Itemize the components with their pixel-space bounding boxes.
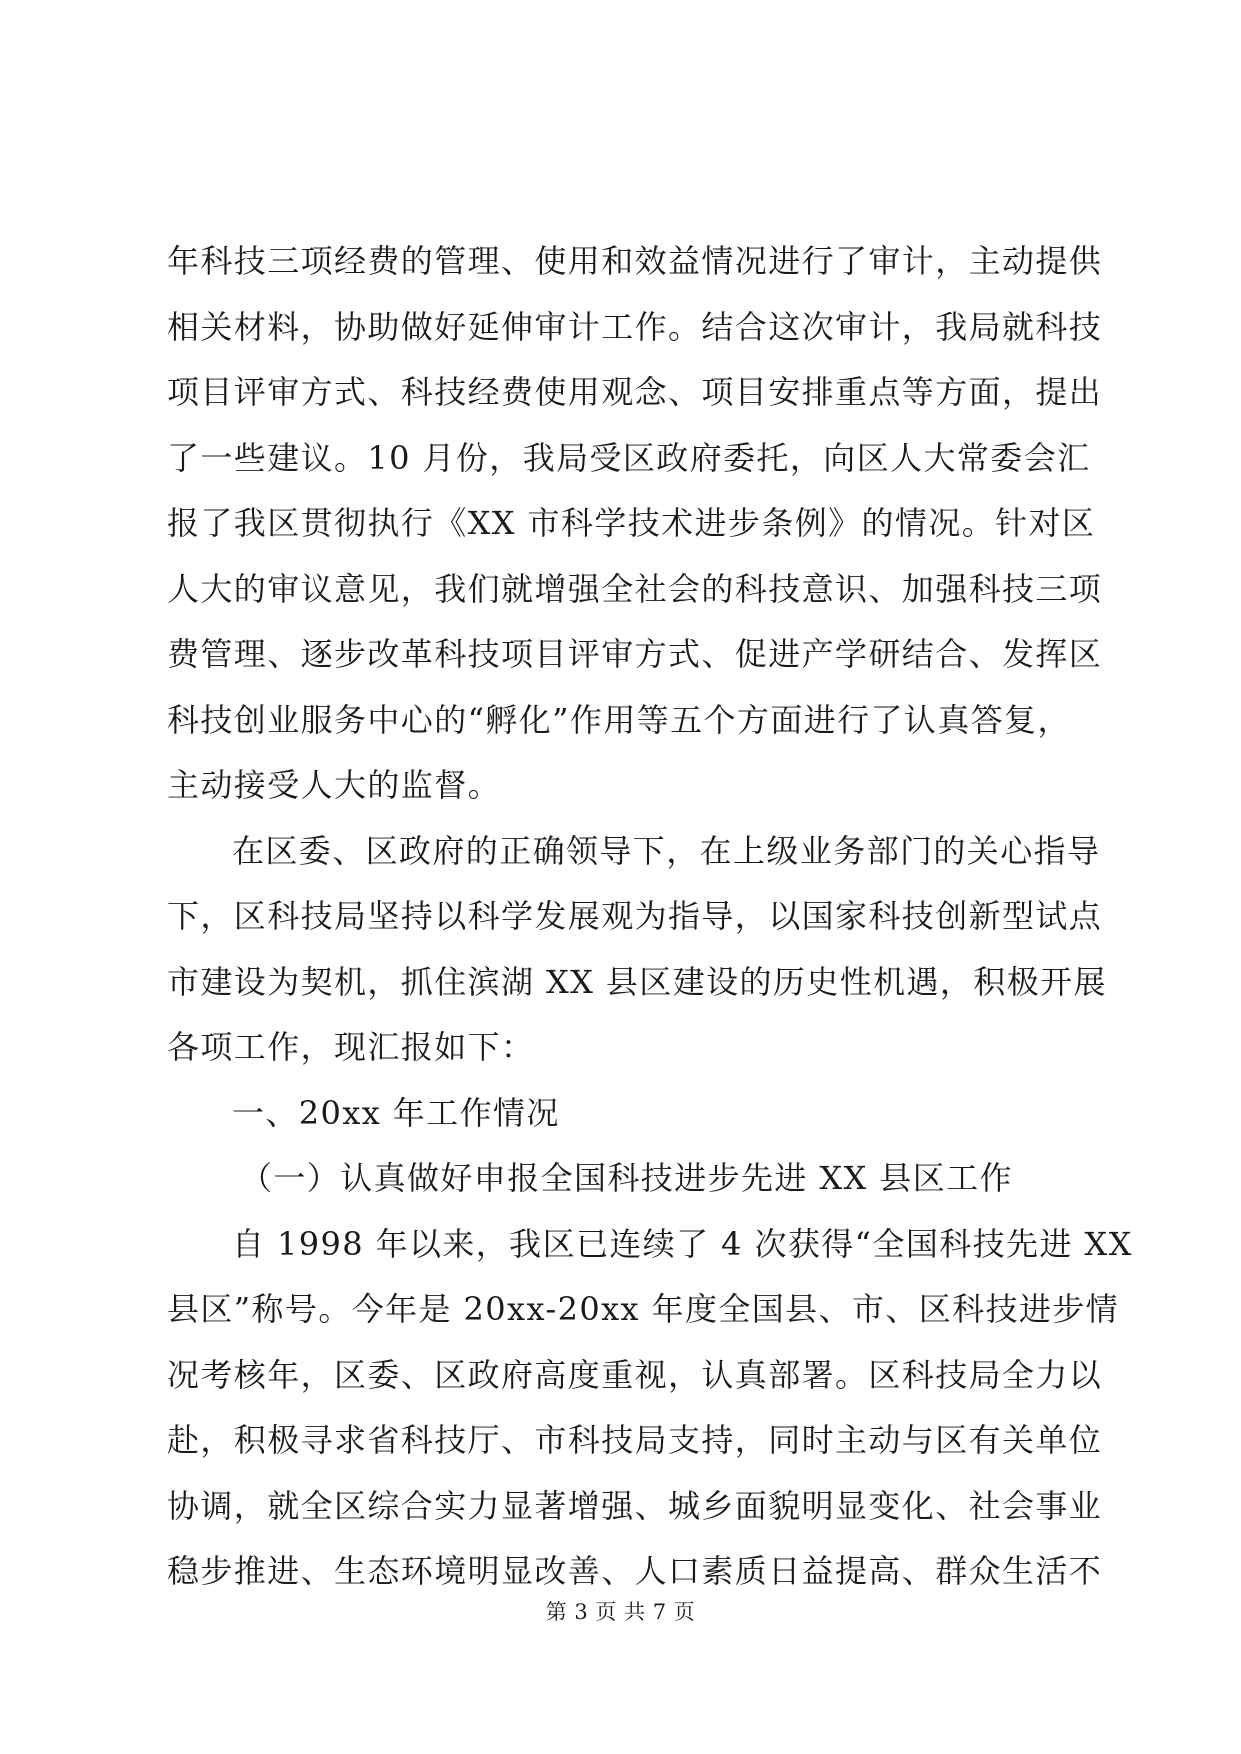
body-text-line: 费管理、逐步改革科技项目评审方式、促进产学研结合、发挥区 <box>167 635 1103 673</box>
body-text-line: 协调，就全区综合实力显著增强、城乡面貌明显变化、社会事业 <box>167 1487 1103 1525</box>
page-number-footer: 第 3 页 共 7 页 <box>545 1600 696 1624</box>
body-text-line: 市建设为契机，抓住滨湖 XX 县区建设的历史性机遇，积极开展 <box>167 963 1107 1001</box>
body-text-line: 主动接受人大的监督。 <box>167 766 502 804</box>
subsection-heading: （一）认真做好申报全国科技进步先进 XX 县区工作 <box>240 1159 1013 1197</box>
body-text-line: 项目评审方式、科技经费使用观念、项目安排重点等方面，提出 <box>167 373 1103 411</box>
body-text-line: 稳步推进、生态环境明显改善、人口素质日益提高、群众生活不 <box>167 1552 1103 1590</box>
paragraph-first-line: 在区委、区政府的正确领导下，在上级业务部门的关心指导 <box>232 832 1101 870</box>
body-text-line: 年科技三项经费的管理、使用和效益情况进行了审计，主动提供 <box>167 242 1103 280</box>
body-text-line: 下，区科技局坚持以科学发展观为指导，以国家科技创新型试点 <box>167 897 1103 935</box>
body-text-line: 赴，积极寻求省科技厅、市科技局支持，同时主动与区有关单位 <box>167 1421 1103 1459</box>
body-text-line: 了一些建议。10 月份，我局受区政府委托，向区人大常委会汇 <box>167 439 1091 477</box>
body-text-line: 相关材料，协助做好延伸审计工作。结合这次审计，我局就科技 <box>167 308 1103 346</box>
body-text-line: 报了我区贯彻执行《XX 市科学技术进步条例》的情况。针对区 <box>167 504 1096 542</box>
body-text-line: 况考核年，区委、区政府高度重视，认真部署。区科技局全力以 <box>167 1356 1103 1394</box>
section-heading: 一、20xx 年工作情况 <box>232 1094 560 1132</box>
body-text-line: 科技创业服务中心的“孵化”作用等五个方面进行了认真答复， <box>167 701 1071 739</box>
body-text-line: 县区”称号。今年是 20xx-20xx 年度全国县、市、区科技进步情 <box>167 1290 1120 1328</box>
paragraph-first-line: 自 1998 年以来，我区已连续了 4 次获得“全国科技先进 XX <box>232 1225 1133 1263</box>
body-text-line: 各项工作，现汇报如下： <box>167 1028 535 1066</box>
body-text-line: 人大的审议意见，我们就增强全社会的科技意识、加强科技三项 <box>167 570 1103 608</box>
